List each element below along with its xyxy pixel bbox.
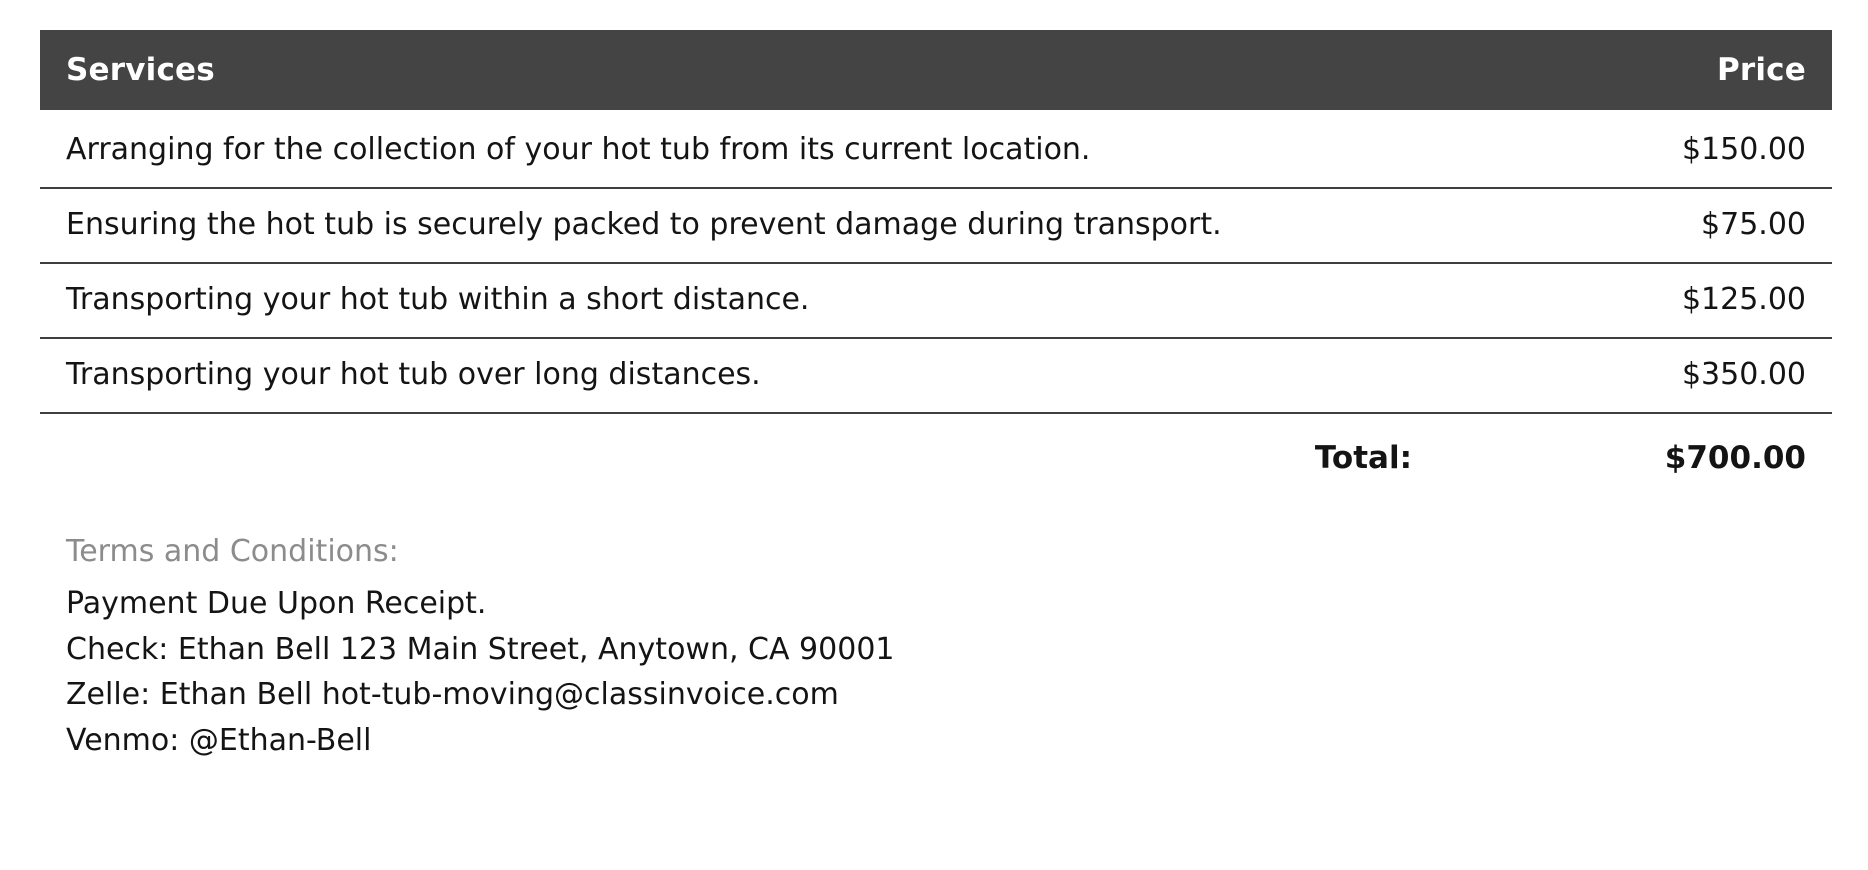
terms-line: Venmo: @Ethan-Bell	[66, 722, 372, 758]
table-total-row	[40, 413, 1832, 486]
service-description: Transporting your hot tub over long distances.	[40, 338, 1472, 413]
service-description: Arranging for the collection of your hot tub from its current location.	[40, 110, 1472, 188]
service-price: $75.00	[1472, 188, 1832, 263]
terms-and-conditions-section	[40, 534, 1828, 763]
service-price: $150.00	[1472, 110, 1832, 188]
terms-line: Payment Due Upon Receipt.	[66, 586, 487, 621]
column-header-services: Services	[66, 52, 215, 88]
terms-line: Check: Ethan Bell 123 Main Street, Anytown, CA 90001	[66, 631, 895, 667]
terms-line: Zelle: Ethan Bell hot-tub-moving@classinvoice.com	[66, 677, 839, 713]
total-label: Total:	[1314, 440, 1412, 476]
table-header	[40, 30, 1832, 110]
total-value: $700.00	[1664, 440, 1806, 476]
table-row	[40, 338, 1832, 413]
table-row	[40, 110, 1832, 188]
service-description: Transporting your hot tub within a short distance.	[40, 263, 1472, 338]
column-header-price: Price	[1716, 52, 1806, 88]
table-body	[40, 110, 1832, 486]
terms-title: Terms and Conditions:	[66, 534, 399, 569]
service-price: $350.00	[1472, 338, 1832, 413]
table-row	[40, 188, 1832, 263]
table-header-row	[40, 30, 1832, 110]
service-price: $125.00	[1472, 263, 1832, 338]
table-row	[40, 263, 1832, 338]
services-price-table	[40, 30, 1832, 486]
service-description: Ensuring the hot tub is securely packed to prevent damage during transport.	[40, 188, 1472, 263]
